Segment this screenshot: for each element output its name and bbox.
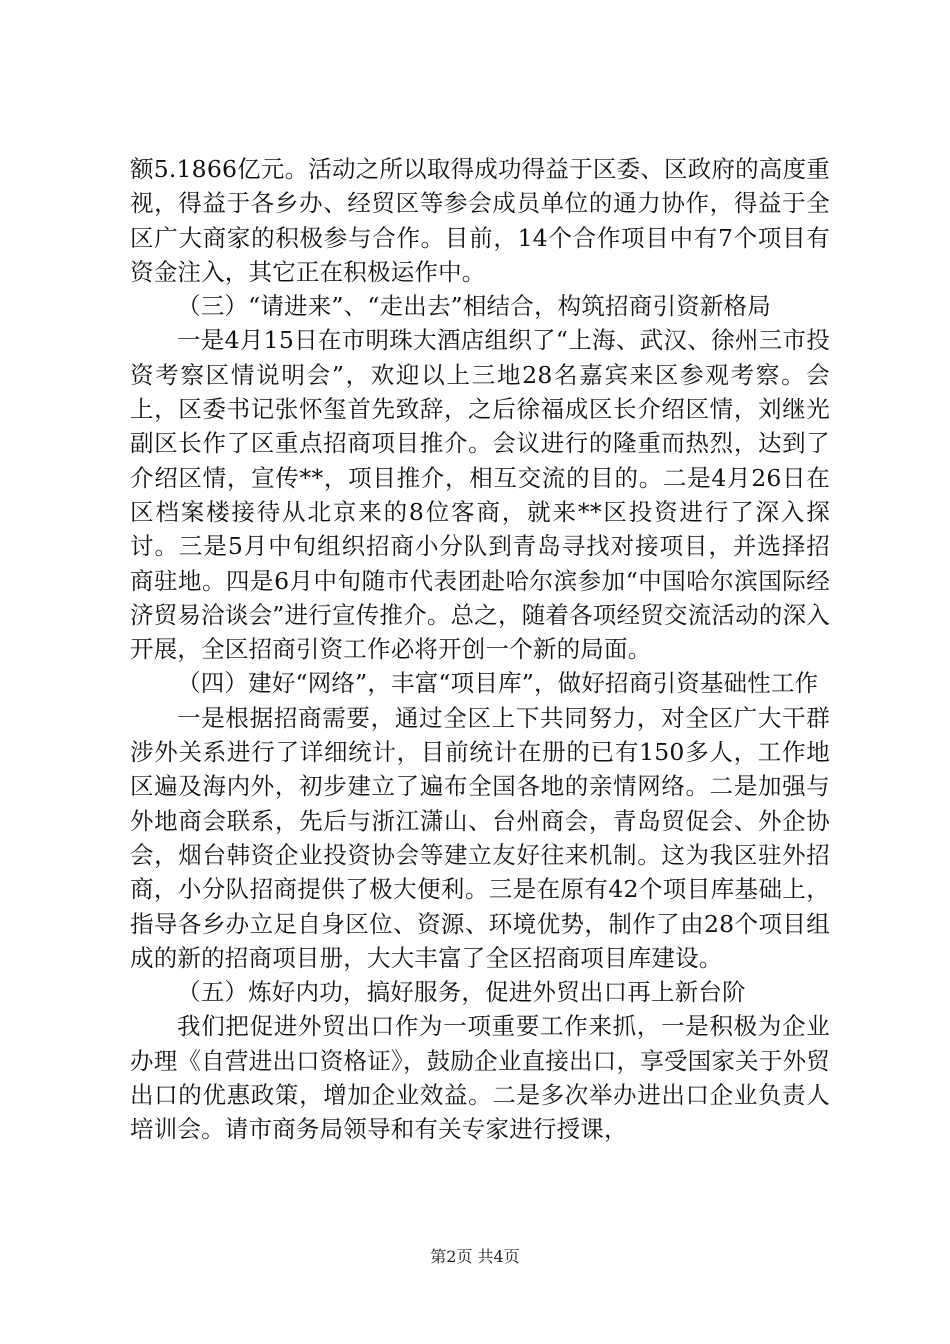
- paragraph-investment-events: 一是4月15日在市明珠大酒店组织了“上海、武汉、徐州三市投资考察区情说明会”，欢迎以上三地28名嘉宾来区参观考察。会上，区委书记张怀玺首先致辞，之后徐福成区长介绍区情，刘继光副区长作了区重点招商项目推介。会议进行的隆重而热烈，达到了介绍区情，宣传**，项目推介，相互交流的目的。二是4月26日在区档案楼接待从北京来的8位客商，就来**区投资进行了深入探讨。三是5月中旬组织招商小分队到青岛寻找对接项目，并选择招商驻地。四是6月中旬随市代表团赴哈尔滨参加“中国哈尔滨国际经济贸易洽谈会”进行宣传推介。总之，随着各项经贸交流活动的深入开展，全区招商引资工作必将开创一个新的局面。: [130, 326, 830, 664]
- section-heading-4: （四）建好“网络”，丰富“项目库”，做好招商引资基础性工作: [177, 669, 819, 698]
- section-heading-3: （三）“请进来”、“走出去”相结合，构筑招商引资新格局: [177, 292, 771, 321]
- paragraph-network-project-library: 一是根据招商需要，通过全区上下共同努力，对全区广大干群涉外关系进行了详细统计，目前统计在册的已有150多人，工作地区遍及海内外，初步建立了遍布全国各地的亲情网络。二是加强与外地商会联系，先后与浙江潇山、台州商会，青岛贸促会、外企协会，烟台韩资企业投资协会等建立友好往来机制。这为我区驻外招商，小分队招商提供了极大便利。三是在原有42个项目库基础上，指导各乡办立足自身区位、资源、环境优势，制作了由28个项目组成的新的招商项目册，大大丰富了全区招商项目库建设。: [130, 703, 830, 972]
- body-text: [130, 152, 830, 1147]
- page-number-footer: 第2页 共4页: [430, 1247, 520, 1266]
- section-heading-5: （五）炼好内功，搞好服务，促进外贸出口再上新台阶: [177, 978, 746, 1007]
- paragraph-foreign-trade: 我们把促进外贸出口作为一项重要工作来抓，一是积极为企业办理《自营进出口资格证》，鼓励企业直接出口，享受国家关于外贸出口的优惠政策，增加企业效益。二是多次举办进出口企业负责人培训会。请市商务局领导和有关专家进行授课，: [130, 1012, 830, 1144]
- paragraph-continuation: 额5.1866亿元。活动之所以取得成功得益于区委、区政府的高度重视，得益于各乡办、经贸区等参会成员单位的通力协作，得益于全区广大商家的积极参与合作。目前，14个合作项目中有7个项目有资金注入，其它正在积极运作中。: [130, 155, 830, 286]
